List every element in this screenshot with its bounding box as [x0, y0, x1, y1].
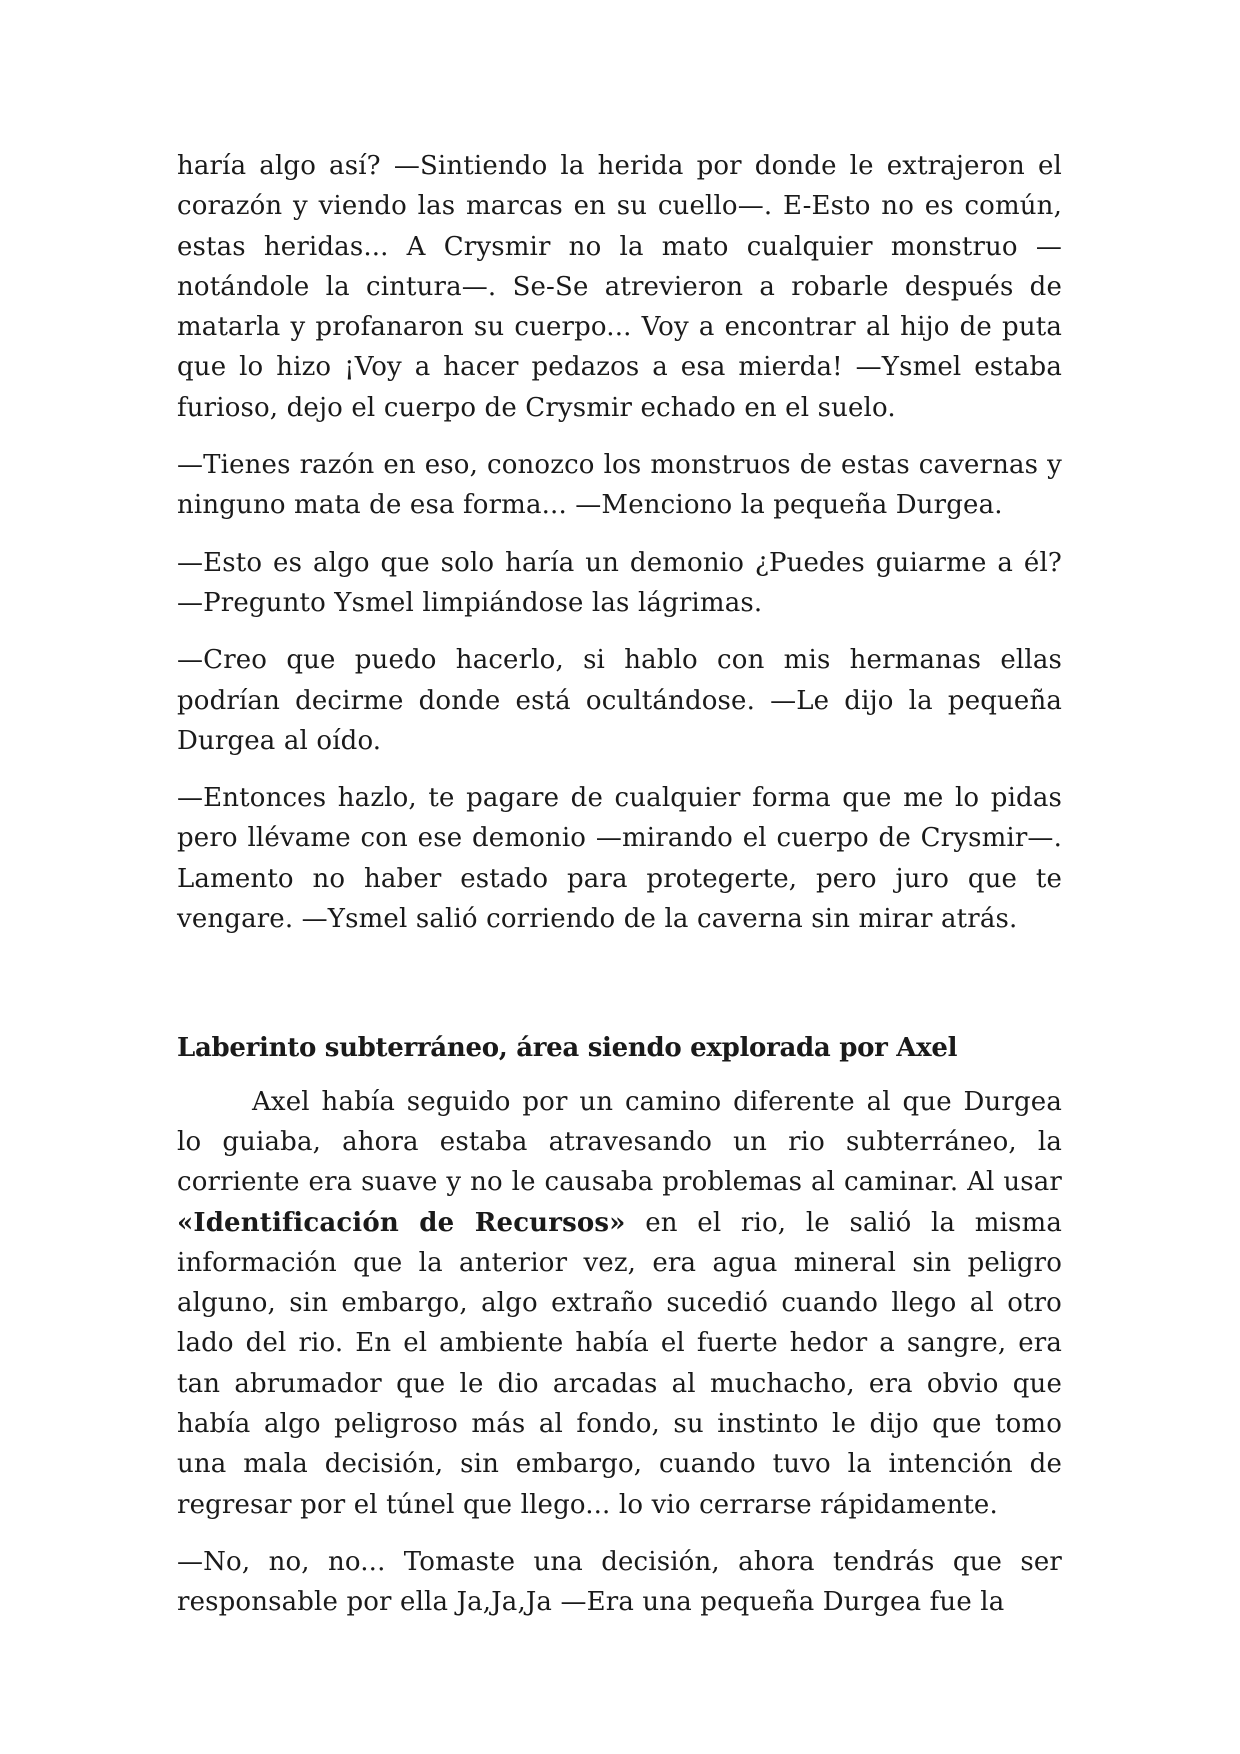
paragraph: haría algo así? —Sintiendo la herida por donde le extrajeron el corazón y viendo las marcas en su cuello—. E-Esto no es común, estas heridas... A Crysmir no la mato cualquier monstruo —notándole la cintura—. Se-Se atrevieron a robarle después de matarla y profanaron su cuerpo... Voy a encontrar al hijo de puta que lo hizo ¡Voy a hacer pedazos a esa mierda! —Ysmel estaba furioso, dejo el cuerpo de Crysmir echado en el suelo.: [177, 151, 1062, 423]
paragraph-text: Axel había seguido por un camino diferente al que Durgea lo guiaba, ahora estaba atravesando un rio subterráneo, la corriente era suave y no le causaba problemas al caminar. Al usar: [177, 1086, 1062, 1198]
section-heading: Laberinto subterráneo, área siendo explorada por Axel: [177, 1033, 958, 1064]
paragraph: —Esto es algo que solo haría un demonio ¿Puedes guiarme a él? —Pregunto Ysmel limpiándose las lágrimas.: [177, 547, 1062, 618]
paragraph: [177, 1082, 1062, 1525]
paragraph-text: en el rio, le salió la misma información que la anterior vez, era agua mineral sin peligro alguno, sin embargo, algo extraño sucedió cuando llego al otro lado del rio. En el ambiente había el fuerte hedor a sangre, era tan abrumador que le dio arcadas al muchacho, era obvio que había algo peligroso más al fondo, su instinto le dijo que tomo una mala decisión, sin embargo, cuando tuvo la intención de regresar por el túnel que llego... lo vio cerrarse rápidamente.: [177, 1207, 1062, 1520]
paragraph: —No, no, no... Tomaste una decisión, ahora tendrás que ser responsable por ella Ja,Ja,Ja —Era una pequeña Durgea fue la: [177, 1546, 1062, 1618]
skill-name: «Identificación de Recursos»: [177, 1207, 626, 1238]
section-spacer: [177, 956, 1062, 1028]
paragraph: —Entonces hazlo, te pagare de cualquier forma que me lo pidas pero llévame con ese demonio —mirando el cuerpo de Crysmir—. Lamento no haber estado para protegerte, pero juro que te vengare. —Ysmel salió corriendo de la caverna sin mirar atrás.: [177, 783, 1062, 935]
paragraph: —Tienes razón en eso, conozco los monstruos de estas cavernas y ninguno mata de esa forma... —Menciono la pequeña Durgea.: [177, 450, 1062, 521]
document-page: [177, 146, 1062, 1640]
paragraph: —Creo que puedo hacerlo, si hablo con mis hermanas ellas podrían decirme donde está ocultándose. —Le dijo la pequeña Durgea al oído.: [177, 645, 1062, 756]
